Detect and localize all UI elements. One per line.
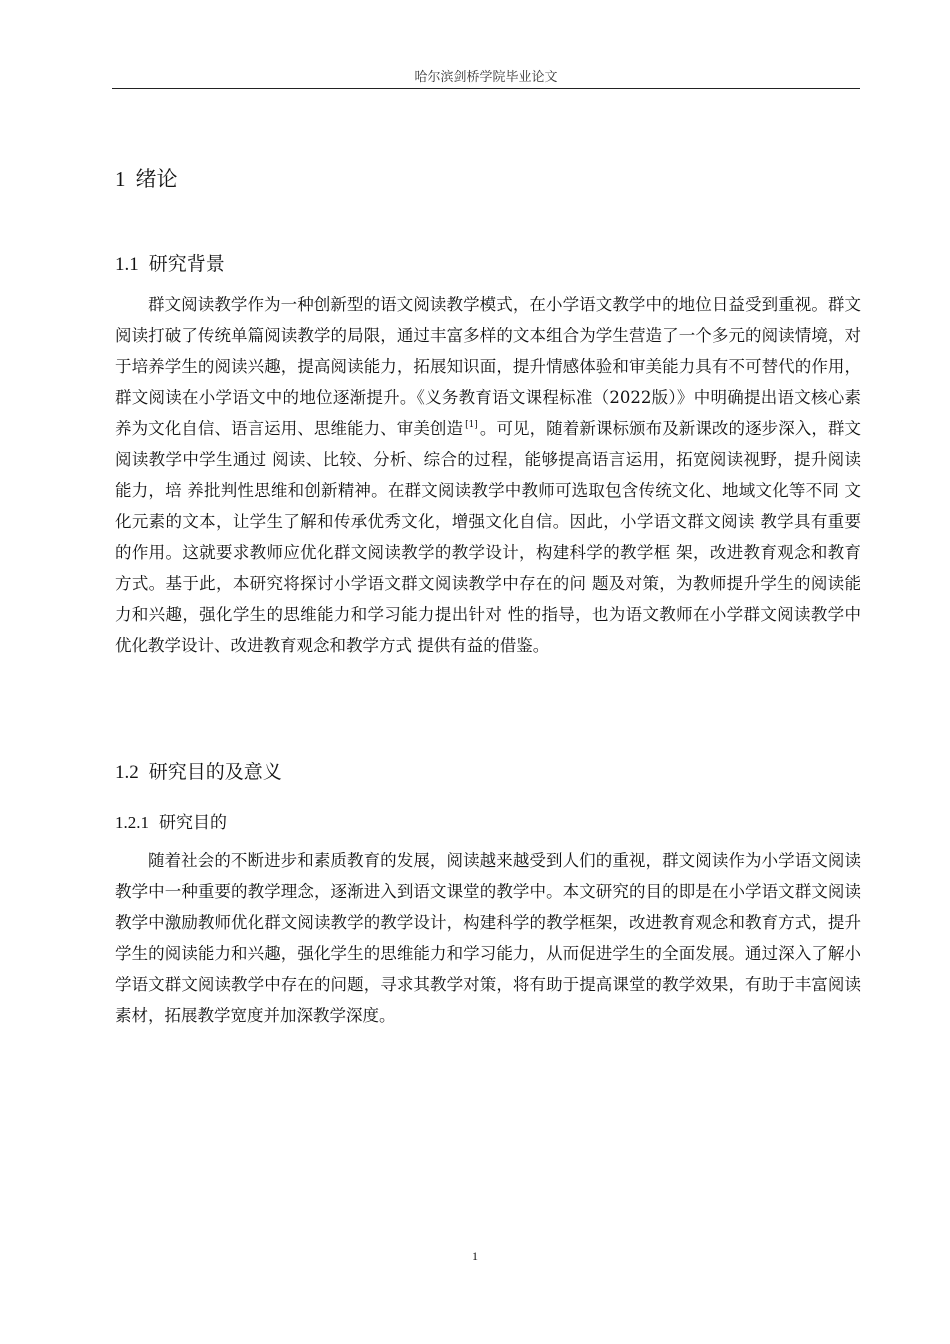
chapter-heading <box>115 163 178 193</box>
section-number: 1.2 <box>115 762 139 783</box>
subsection-title: 研究目的 <box>159 813 227 833</box>
paragraph-text: 。可见，随着新课标颁布及新课改的逐步深入，群文阅读教学中学生通过 阅读、比较、分析、综合的过程，能够提高语言运用，拓宽阅读视野，提升阅读能力，培 养批判性思维和创新精神。在群文阅读教学中教师可选取包含传统文化、地域文化等不同 文化元素的文本，让学生了解和传承优秀文化，增强文化自信。因此，小学语文群文阅读 教学具有重要的作用。这就要求教师应优化群文阅读教学的教学设计，构建科学的教学框 架，改进教育观念和教育方式。基于此，本研究将探讨小学语文群文阅读教学中存在的问 题及对策，为教师提升学生的阅读能力和兴趣，强化学生的思维能力和学习能力提出针对 性的指导，也为语文教师在小学群文阅读教学中优化教学设计、改进教育观念和教学方式 提供有益的借鉴。 <box>115 419 862 655</box>
section-heading-1-2 <box>115 757 282 784</box>
section-number: 1.1 <box>115 254 139 275</box>
header-divider <box>112 88 860 89</box>
page-header: 哈尔滨剑桥学院毕业论文 <box>414 70 558 85</box>
purpose-paragraph: 随着社会的不断进步和素质教育的发展，阅读越来越受到人们的重视，群文阅读作为小学语文阅读教学中一种重要的教学理念，逐渐进入到语文课堂的教学中。本文研究的目的即是在小学语文群文阅读教学中激励教师优化群文阅读教学的教学设计，构建科学的教学框架，改进教育观念和教育方式，提升学生的阅读能力和兴趣，强化学生的思维能力和学习能力，从而促进学生的全面发展。通过深入了解小学语文群文阅读教学中存在的问题，寻求其教学对策，将有助于提高课堂的教学效果，有助于丰富阅读素材，拓展教学宽度并加深教学深度。 <box>115 851 861 1025</box>
chapter-number: 1 <box>115 167 126 191</box>
section-heading-1-1 <box>115 249 225 276</box>
section-title: 研究目的及意义 <box>148 761 282 783</box>
page-number: 1 <box>472 1249 478 1263</box>
subsection-heading-1-2-1 <box>115 808 227 833</box>
subsection-number: 1.2.1 <box>115 813 149 832</box>
chapter-title: 绪论 <box>135 167 178 191</box>
citation-ref[interactable]: [1] <box>465 420 478 430</box>
section-title: 研究背景 <box>148 253 225 275</box>
paragraph-text: 群文阅读教学作为一种创新型的语文阅读教学模式，在小学语文教学中的地位日益受到重视。群文阅读打破了传统单篇阅读教学的局限，通过丰富多样的文本组合为学生营造了一个多元的阅读情境，对于培养学生的阅读兴趣，提高阅读能力，拓展知识面，提升情感体验和审美能力具有不可替代的作用，群文阅读在小学语文中的地位逐渐提升。《义务教育语文课程标准（2022版）》中明确提出语文核心素养为文化自信、语言运用、思维能力、审美创造 <box>115 295 861 438</box>
background-paragraph <box>115 289 861 661</box>
